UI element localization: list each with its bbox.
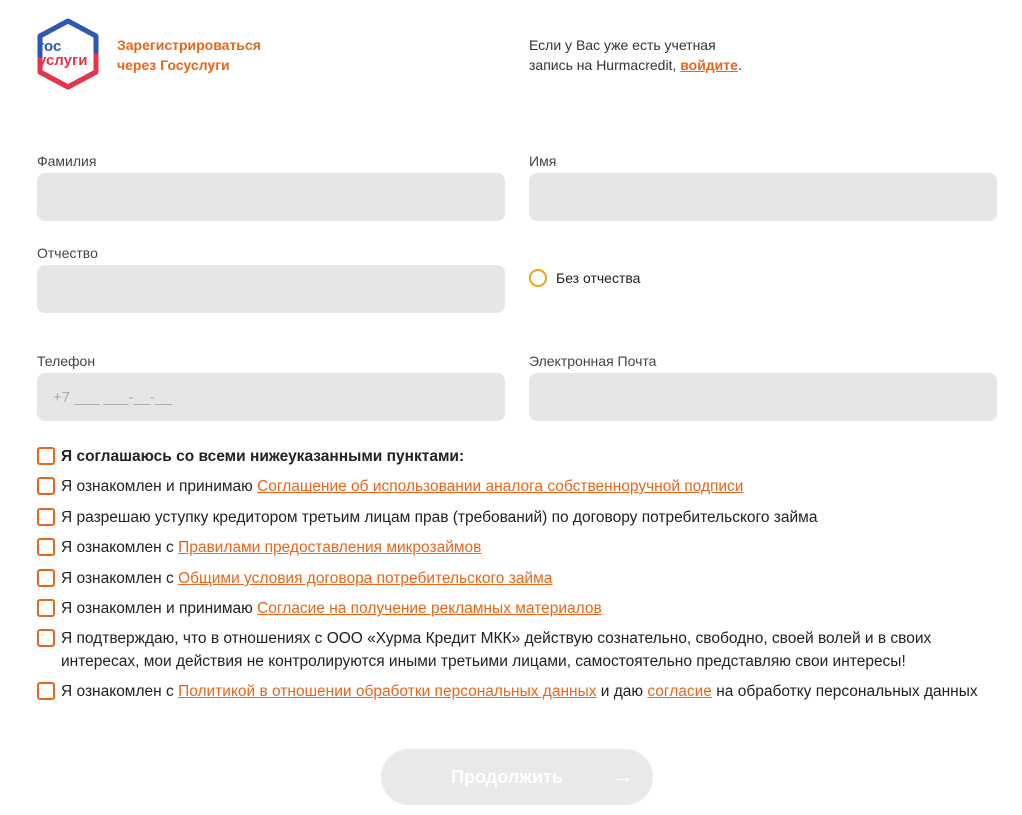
- agreement-personal-data: [37, 680, 997, 703]
- email-input[interactable]: [529, 373, 997, 421]
- checkbox[interactable]: [37, 538, 55, 556]
- no-patronymic-label: Без отчества: [556, 270, 641, 286]
- agreement-text: Я подтверждаю, что в отношениях с ООО «Хурма Кредит МКК» действую сознательно, свободно, своей волей и в своих интересах, мои действия не контролируются иными третьими лицами, самостоятельно представляю свои интересы!: [61, 630, 932, 670]
- agreement-text: Я разрешаю уступку кредитором третьим лицам прав (требований) по договору потребительского займа: [61, 509, 818, 526]
- agreement-text: Я ознакомлен с: [61, 539, 179, 556]
- first-name-label: Имя: [529, 153, 557, 169]
- login-note-line2: [529, 55, 829, 75]
- gosuslugi-logo[interactable]: [34, 18, 102, 90]
- agreement-independence: [37, 627, 997, 673]
- checkbox[interactable]: [37, 682, 55, 700]
- agreement-text: Я ознакомлен и принимаю: [61, 478, 258, 495]
- checkbox[interactable]: [37, 569, 55, 587]
- agreement-text-wrap: [37, 475, 997, 498]
- agreement-text: Я ознакомлен и принимаю: [61, 600, 258, 617]
- last-name-label: Фамилия: [37, 153, 97, 169]
- agreement-general-terms: [37, 567, 997, 590]
- checkbox[interactable]: [37, 629, 55, 647]
- login-note: [529, 35, 829, 75]
- agreement-text-suffix: на обработку персональных данных: [711, 683, 978, 700]
- agreement-text: Я соглашаюсь со всеми нижеуказанными пунктами:: [61, 448, 465, 465]
- gosuslugi-link-line1: Зарегистрироваться: [117, 37, 261, 53]
- agreement-text-wrap: [37, 597, 997, 620]
- gosuslugi-link-line2: через Госуслуги: [117, 57, 230, 73]
- no-patronymic-radio[interactable]: [529, 269, 547, 287]
- gosuslugi-logo-line1: гос: [38, 38, 62, 55]
- agreement-link[interactable]: Соглашение об использовании аналога собственноручной подписи: [257, 478, 744, 495]
- agreement-text: Я ознакомлен с: [61, 683, 179, 700]
- continue-button[interactable]: [381, 749, 653, 805]
- phone-label: Телефон: [37, 353, 96, 369]
- agreement-assignment: [37, 506, 997, 529]
- agreement-link[interactable]: Политикой в отношении обработки персональных данных: [178, 683, 597, 700]
- agreement-text: Я ознакомлен с: [61, 570, 179, 587]
- login-note-prefix: запись на Hurmacredit,: [529, 57, 681, 73]
- last-name-input[interactable]: [37, 173, 505, 221]
- continue-button-label: Продолжить: [451, 766, 563, 787]
- phone-input[interactable]: [37, 373, 505, 421]
- agreement-signature: [37, 475, 997, 498]
- agreement-rules: [37, 536, 997, 559]
- login-link[interactable]: войдите: [680, 57, 738, 73]
- phone-placeholder: +7 ___ ___-__-__: [53, 388, 172, 406]
- agreement-text-wrap: [37, 567, 997, 590]
- agreement-text-wrap: [37, 680, 997, 703]
- agreement-text-middle: и даю: [596, 683, 648, 700]
- consent-link[interactable]: согласие: [647, 683, 712, 700]
- patronymic-label: Отчество: [37, 245, 98, 261]
- patronymic-input[interactable]: [37, 265, 505, 313]
- checkbox[interactable]: [37, 447, 55, 465]
- checkbox[interactable]: [37, 477, 55, 495]
- agreement-link[interactable]: Общими условия договора потребительского займа: [178, 570, 553, 587]
- email-label: Электронная Почта: [529, 353, 657, 369]
- agreement-all: [37, 445, 997, 468]
- agreement-text-wrap: [37, 536, 997, 559]
- agreement-link[interactable]: Правилами предоставления микрозаймов: [178, 539, 482, 556]
- arrow-right-icon: →: [613, 765, 633, 788]
- checkbox[interactable]: [37, 508, 55, 526]
- gosuslugi-register-link[interactable]: [117, 35, 297, 75]
- checkbox[interactable]: [37, 599, 55, 617]
- gosuslugi-logo-line2: услуги: [38, 52, 88, 69]
- login-note-line1: Если у Вас уже есть учетная: [529, 37, 716, 53]
- first-name-input[interactable]: [529, 173, 997, 221]
- login-note-suffix: .: [737, 57, 742, 73]
- agreement-advertising: [37, 597, 997, 620]
- agreement-link[interactable]: Согласие на получение рекламных материалов: [257, 600, 602, 617]
